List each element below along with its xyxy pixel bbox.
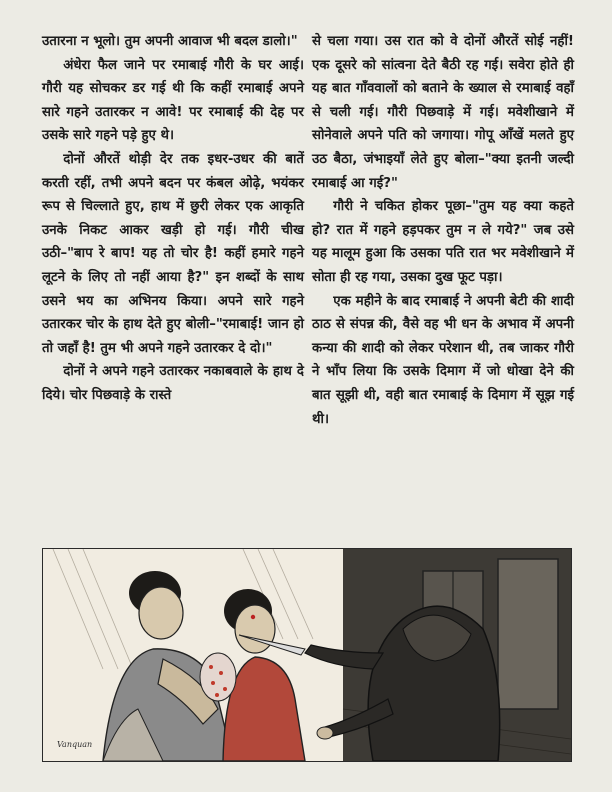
paragraph: उतारना न भूलो। तुम अपनी आवाज भी बदल डालो।" bbox=[42, 34, 298, 49]
paragraph: दोनों औरतें थोड़ी देर तक इधर-उधर की बातें करती रहीं, तभी अपने बदन पर कंबल ओढ़े, भयंकर रूप से चिल्लाते हुए, हाथ में छुरी लेकर एक आकृति उनके निकट आकर खड़ी हो गई। गौरी चीख उठी–"बाप रे बाप! यह तो चोर है! कहीं हमारे गहने लूटने के लिए तो नहीं आया है?" इन शब्दों के साथ उसने भय का अभिनय किया। अपने सारे गहने उतारकर चोर के हाथ देते हुए बोली–"रमाबाई! जान हो तो जहाँ है! तुम भी अपने गहने उतारकर दे दो।" bbox=[42, 151, 304, 356]
paragraph: अंधेरा फैल जाने पर रमाबाई गौरी के घर आई। गौरी यह सोचकर डर गई थी कि कहीं रमाबाई अपने सारे गहने उतारकर न आवे! पर रमाबाई की देह पर उसके सारे गहने पड़े हुए थे। bbox=[42, 57, 304, 144]
paragraph: दोनों ने अपने गहने उतारकर नकाबवाले के हाथ दे दिये। चोर पिछवाड़े के रास्ते bbox=[42, 364, 304, 403]
illustration-drawing bbox=[43, 549, 571, 761]
paragraph: से चला गया। उस रात को वे दोनों औरतें सोई नहीं! एक दूसरे को सांत्वना देते बैठी रह गई। सवेरा होते ही यह बात गाँववालों को बताने के ख्याल से रमाबाई वहाँ से चली गई। गौरी पिछवाड़े में गई। मवेशीखाने में सोनेवाले अपने पति को जगाया। गोपू आँखें मलते हुए उठ बैठा, जंभाइयाँ लेते हुए बोला–"क्या इतनी जल्दी रमाबाई आ गई?" bbox=[312, 34, 574, 191]
left-text-column bbox=[42, 30, 304, 408]
right-text-column bbox=[312, 30, 574, 431]
paragraph: गौरी ने चकित होकर पूछा–"तुम यह क्या कहते हो? रात में गहने हड़पकर तुम न ले गये?" जब उसे यह मालूम हुआ कि उसका पति रात भर मवेशीखाने में सोता ही रह गया, उसका दुख फूट पड़ा। bbox=[312, 199, 574, 285]
story-illustration bbox=[42, 548, 572, 762]
paragraph: एक महीने के बाद रमाबाई ने अपनी बेटी की शादी ठाठ से संपन्न की, वैसे वह भी धन के अभाव में अपनी कन्या की शादी को लेकर परेशान थी, तब जाकर गौरी ने भाँप लिया कि उसके दिमाग में जो धोखा देने की बात सूझी थी, वही बात रमाबाई के दिमाग में सूझ गई थी। bbox=[312, 293, 574, 427]
artist-signature: Vanquan bbox=[57, 740, 93, 749]
